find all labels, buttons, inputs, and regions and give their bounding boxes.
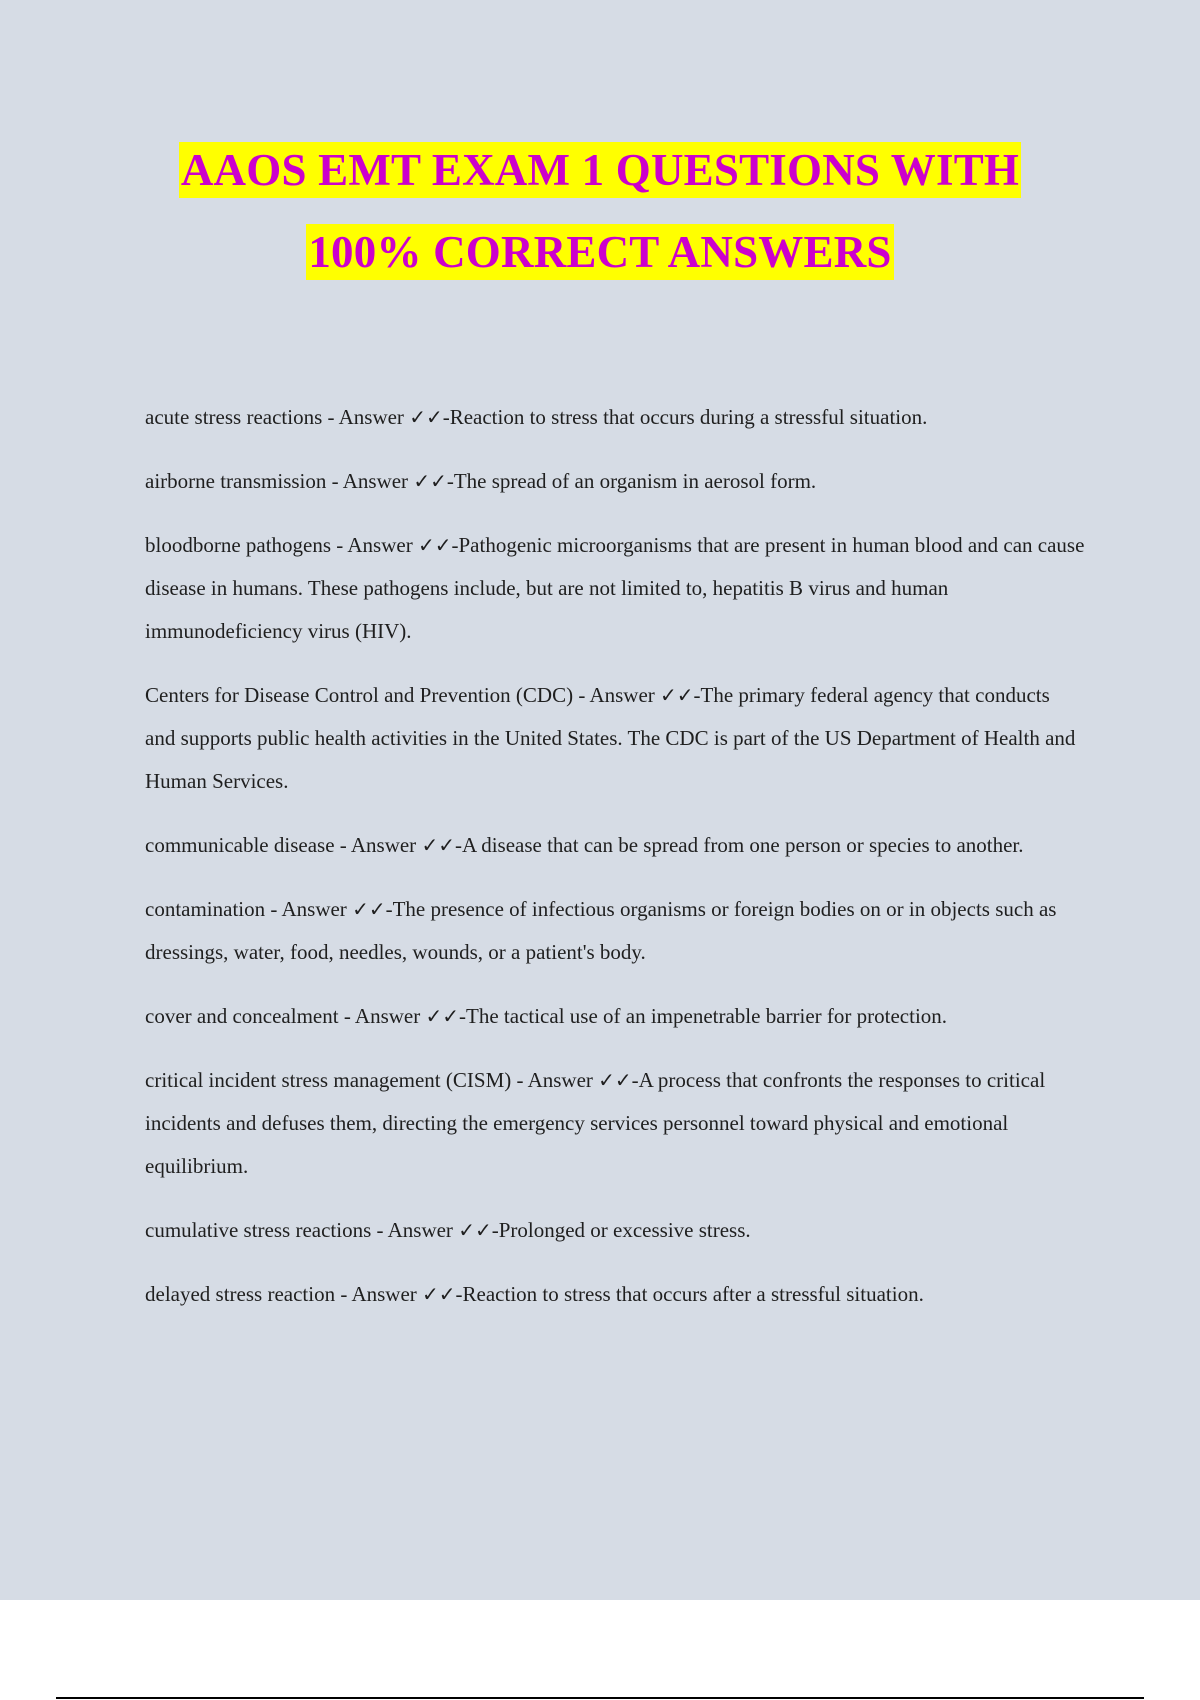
- entry-definition: The spread of an organism in aerosol form.: [453, 469, 817, 493]
- double-check-icon: ✓✓: [425, 1004, 460, 1028]
- entry-definition: Pathogenic microorganisms that are present in human blood and can cause disease in humans. These pathogens include, but are not limited to, hepatitis B virus and human immunodeficiency virus (HIV).: [145, 533, 1085, 643]
- answer-label: Answer: [354, 1004, 421, 1028]
- qa-entry: delayed stress reaction - Answer ✓✓-Reaction to stress that occurs after a stressful situation.: [145, 1282, 924, 1306]
- entry-term: bloodborne pathogens: [145, 533, 332, 557]
- double-check-icon: ✓✓: [409, 405, 443, 429]
- entry-term: critical incident stress management (CISM): [145, 1068, 512, 1092]
- entry-term: communicable disease: [145, 833, 335, 857]
- double-check-icon: ✓✓: [413, 469, 447, 493]
- double-check-icon: ✓✓: [422, 1282, 456, 1306]
- double-check-icon: ✓✓: [598, 1068, 632, 1092]
- qa-entry: airborne transmission - Answer ✓✓-The spread of an organism in aerosol form.: [145, 469, 817, 493]
- document-title: [0, 142, 1200, 280]
- entry-definition: A process that confronts the responses to critical incidents and defuses them, directing the emergency services personnel toward physical and emotional equilibrium.: [145, 1068, 1046, 1178]
- title-line-2: 100% CORRECT ANSWERS: [306, 224, 893, 280]
- qa-entry: critical incident stress management (CISM) - Answer ✓✓-A process that confronts the responses to critical incidents and defuses them, directing the emergency services personnel toward physical and emotional equilibrium.: [145, 1068, 1046, 1178]
- entry-term: acute stress reactions: [145, 405, 323, 429]
- answer-label: Answer: [589, 683, 655, 707]
- qa-entry: cumulative stress reactions - Answer ✓✓-Prolonged or excessive stress.: [145, 1218, 751, 1242]
- title-line-1: AAOS EMT EXAM 1 QUESTIONS WITH: [179, 142, 1021, 198]
- answer-label: Answer: [527, 1068, 593, 1092]
- qa-entry: acute stress reactions - Answer ✓✓-Reaction to stress that occurs during a stressful situation.: [145, 405, 928, 429]
- answer-label: Answer: [350, 833, 417, 857]
- qa-entry: communicable disease - Answer ✓✓-A disease that can be spread from one person or species to another.: [145, 833, 1024, 857]
- answer-label: Answer: [342, 469, 409, 493]
- entry-term: Centers for Disease Control and Prevention (CDC): [145, 683, 574, 707]
- double-check-icon: ✓✓: [417, 533, 452, 557]
- answer-label: Answer: [338, 405, 404, 429]
- qa-entry: Centers for Disease Control and Prevention (CDC) - Answer ✓✓-The primary federal agency that conducts and supports public health activities in the United States. The CDC is part of the US Department of Health and Human Services.: [145, 683, 1076, 793]
- double-check-icon: ✓✓: [458, 1218, 492, 1242]
- double-check-icon: ✓✓: [660, 683, 694, 707]
- answer-label: Answer: [387, 1218, 453, 1242]
- question-answer-list: [145, 396, 1085, 1337]
- entry-definition: A disease that can be spread from one person or species to another.: [461, 833, 1024, 857]
- qa-entry: bloodborne pathogens - Answer ✓✓-Pathogenic microorganisms that are present in human blood and can cause disease in humans. These pathogens include, but are not limited to, hepatitis B virus and human immunodeficiency virus (HIV).: [145, 533, 1085, 643]
- double-check-icon: ✓✓: [421, 833, 455, 857]
- entry-term: cover and concealment: [145, 1004, 339, 1028]
- entry-term: cumulative stress reactions: [145, 1218, 372, 1242]
- entry-definition: Reaction to stress that occurs after a stressful situation.: [462, 1282, 924, 1306]
- entry-definition: The presence of infectious organisms or foreign bodies on or in objects such as dressings, water, food, needles, wounds, or a patient's body.: [145, 897, 1057, 964]
- entry-definition: Prolonged or excessive stress.: [498, 1218, 751, 1242]
- entry-term: contamination: [145, 897, 266, 921]
- double-check-icon: ✓✓: [352, 897, 386, 921]
- answer-label: Answer: [347, 533, 413, 557]
- qa-entry: contamination - Answer ✓✓-The presence of infectious organisms or foreign bodies on or in objects such as dressings, water, food, needles, wounds, or a patient's body.: [145, 897, 1057, 964]
- qa-entry: cover and concealment - Answer ✓✓-The tactical use of an impenetrable barrier for protection.: [145, 1004, 948, 1028]
- entry-term: delayed stress reaction: [145, 1282, 336, 1306]
- answer-label: Answer: [351, 1282, 417, 1306]
- entry-term: airborne transmission: [145, 469, 327, 493]
- entry-definition: Reaction to stress that occurs during a stressful situation.: [449, 405, 928, 429]
- page-divider: [56, 1697, 1144, 1699]
- entry-definition: The primary federal agency that conducts and supports public health activities in the United States. The CDC is part of the US Department of Health and Human Services.: [145, 683, 1076, 793]
- entry-definition: The tactical use of an impenetrable barrier for protection.: [466, 1004, 948, 1028]
- answer-label: Answer: [281, 897, 347, 921]
